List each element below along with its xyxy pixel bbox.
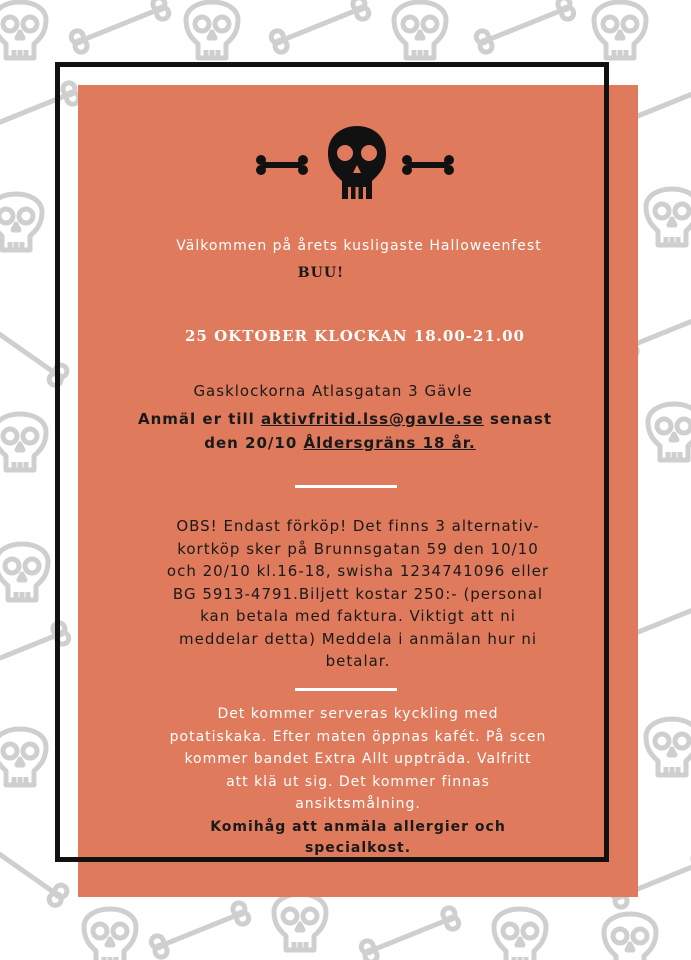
details-line: potatiskaka. Efter maten öppnas kafét. På scen [169,728,547,745]
signup-prefix: Anmäl er till [138,410,262,428]
ticket-line: betalar. [325,652,391,670]
signup-suffix: senast [483,410,552,428]
event-details [78,703,638,816]
details-line: att klä ut sig. Det kommer finnas [226,773,490,790]
signup-email-link[interactable]: aktivfritid.lss@gavle.se [261,410,484,428]
divider [295,485,397,488]
location-text: Gasklockorna Atlasgatan 3 Gävle [193,382,473,400]
details-line: kommer bandet Extra Allt uppträda. Valfritt [184,751,532,767]
bone-icon [256,155,308,175]
deadline-line [60,434,620,452]
ticket-line: meddelar detta) Meddela i anmälan hur ni [179,629,537,648]
allergy-line: Komihåg att anmäla allergier och [210,819,506,835]
header-graphic [250,115,460,210]
bone-icon [402,155,454,175]
ticket-line: kan betala med faktura. Viktigt att ni [200,607,516,625]
divider [295,688,397,691]
signup-line [65,410,625,428]
details-line: Det kommer serveras kyckling med [217,706,499,722]
date-time: 25 OKTOBER KLOCKAN 18.00-21.00 [185,327,525,345]
boo-text: BUU! [297,265,345,281]
location [53,382,613,400]
ticket-line: OBS! Endast förköp! Det finns 3 alternativ- [176,517,540,535]
ticket-line: BG 5913-4791.Biljett kostar 250:- (personal [172,584,544,603]
welcome-text: Välkommen på årets kusligaste Halloweenfest [176,238,542,254]
deadline-text: den 20/10 [204,434,304,452]
skull-icon [328,126,386,199]
age-limit: Åldersgräns 18 år. [303,434,476,452]
ticket-line: och 20/10 kl.16-18, swisha 1234741096 eller [166,562,550,580]
allergy-note [78,817,638,859]
allergy-line: specialkost. [304,840,412,856]
details-line: ansiktsmålning. [295,796,421,812]
ticket-line: kortköp sker på Brunnsgatan 59 den 10/10 [177,539,539,558]
ticket-info [78,515,638,673]
